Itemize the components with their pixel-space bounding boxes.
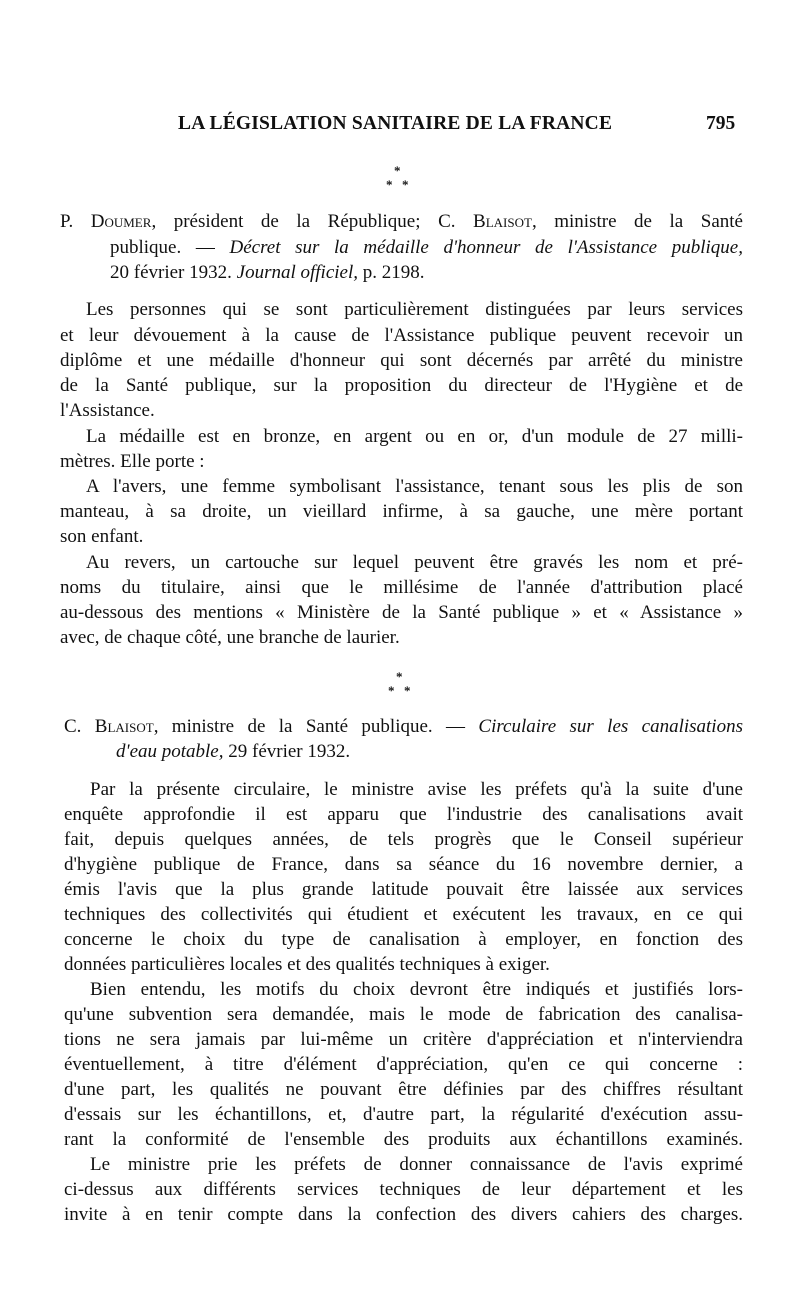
asterism-star: * <box>388 683 395 698</box>
document-title: d'eau potable, <box>116 741 224 762</box>
paragraph-line: d'essais sur les échantillons, et, d'autre part, la régularité d'exécution assu- <box>64 1104 743 1125</box>
paragraph-line: rant la conformité de l'ensemble des produits aux échantillons examinés. <box>64 1129 743 1150</box>
asterism-star: * <box>396 669 403 684</box>
paragraph-line: éventuellement, à titre d'élément d'appréciation, qu'en ce qui concerne : <box>64 1054 743 1075</box>
paragraph-line: et leur dévouement à la cause de l'Assistance publique peuvent recevoir un <box>60 325 743 346</box>
paragraph-line: données particulières locales et des qualités techniques à exiger. <box>64 954 550 975</box>
paragraph-line: qu'une subvention sera demandée, mais le mode de fabrication des canalisa- <box>64 1004 743 1025</box>
paragraph-line: fait, depuis quelques années, de tels progrès que le Conseil supérieur <box>64 829 743 850</box>
paragraph-line: d'une part, les qualités ne pouvant être définies par des chiffres résultant <box>64 1079 743 1100</box>
asterism-star: * <box>404 683 411 698</box>
paragraph-line: Le ministre prie les préfets de donner connaissance de l'avis exprimé <box>90 1154 743 1175</box>
paragraph-line: invite à en tenir compte dans la confection des divers cahiers des charges. <box>64 1204 743 1225</box>
paragraph-line: enquête approfondie il est apparu que l'industrie des canalisations avait <box>64 804 743 825</box>
journal-name: Journal officiel, <box>236 262 359 283</box>
paragraph-line: techniques des collectivités qui étudient et exécutent les travaux, en ce qui <box>64 904 743 925</box>
entry-1-heading-line <box>60 210 743 234</box>
document-title: Décret sur la médaille d'honneur de l'Assistance publique, <box>229 237 743 258</box>
paragraph-line: d'hygiène publique de France, dans sa séance du 16 novembre dernier, a <box>64 854 743 875</box>
paragraph-line: La médaille est en bronze, en argent ou en or, d'un module de 27 milli- <box>86 426 743 447</box>
paragraph-line: son enfant. <box>60 526 144 547</box>
entry-2-heading-line <box>116 740 350 764</box>
paragraph-line: noms du titulaire, ainsi que le millésime de l'année d'attribution placé <box>60 577 743 598</box>
entry-1-heading-line <box>110 261 425 285</box>
paragraph-line: ci-dessus aux différents services techniques de leur département et les <box>64 1179 743 1200</box>
paragraph-line: Par la présente circulaire, le ministre avise les préfets qu'à la suite d'une <box>90 779 743 800</box>
paragraph-line: au-dessous des mentions « Ministère de la Santé publique » et « Assistance » <box>60 602 743 623</box>
paragraph-line: manteau, à sa droite, un vieillard infirme, à sa gauche, une mère portant <box>60 501 743 522</box>
paragraph-line: diplôme et une médaille d'honneur qui sont décernés par arrêté du ministre <box>60 350 743 371</box>
paragraph-line: avec, de chaque côté, une branche de laurier. <box>60 627 400 648</box>
paragraph-line: émis l'avis que la plus grande latitude pouvait être laissée aux services <box>64 879 743 900</box>
entry-1-heading-line: publique. — Décret sur la médaille d'honneur de l'Assistance publique, <box>110 237 743 258</box>
paragraph-line: tions ne sera jamais par lui-même un critère d'appréciation et n'interviendra <box>64 1029 743 1050</box>
paragraph-line: Au revers, un cartouche sur lequel peuvent être gravés les nom et pré- <box>86 552 743 573</box>
asterism-star: * <box>402 177 409 192</box>
author-role: , ministre de la Santé <box>531 211 743 232</box>
author-role: , ministre de la Santé publique. — <box>153 716 479 737</box>
running-header <box>0 113 800 143</box>
paragraph-line: concerne le choix du type de canalisation à employer, en fonction des <box>64 929 743 950</box>
document-date: 29 février 1932. <box>223 741 351 762</box>
asterism-star: * <box>386 177 393 192</box>
page-reference: p. 2198. <box>358 262 425 283</box>
author-role: , président de la République; <box>151 211 439 232</box>
paragraph-line: l'Assistance. <box>60 400 155 421</box>
author-name: C. Blaisot <box>438 211 532 232</box>
document-date: 20 février 1932. <box>110 262 237 283</box>
author-name: P. Doumer <box>60 211 152 232</box>
author-name: C. Blaisot <box>64 716 154 737</box>
page-number: 795 <box>706 113 736 134</box>
paragraph-line: A l'avers, une femme symbolisant l'assistance, tenant sous les plis de son <box>86 476 743 497</box>
paragraph-line: de la Santé publique, sur la proposition du directeur de l'Hygiène et de <box>60 375 743 396</box>
paragraph-line: Bien entendu, les motifs du choix devront être indiqués et justifiés lors- <box>90 979 743 1000</box>
document-title: Circulaire sur les canalisations <box>478 716 743 737</box>
entry-2-heading-line <box>64 715 743 739</box>
running-title: LA LÉGISLATION SANITAIRE DE LA FRANCE <box>178 113 613 134</box>
asterism-star: * <box>394 163 401 178</box>
paragraph-line: Les personnes qui se sont particulièrement distinguées par leurs services <box>86 299 743 320</box>
paragraph-line: mètres. Elle porte : <box>60 451 205 472</box>
